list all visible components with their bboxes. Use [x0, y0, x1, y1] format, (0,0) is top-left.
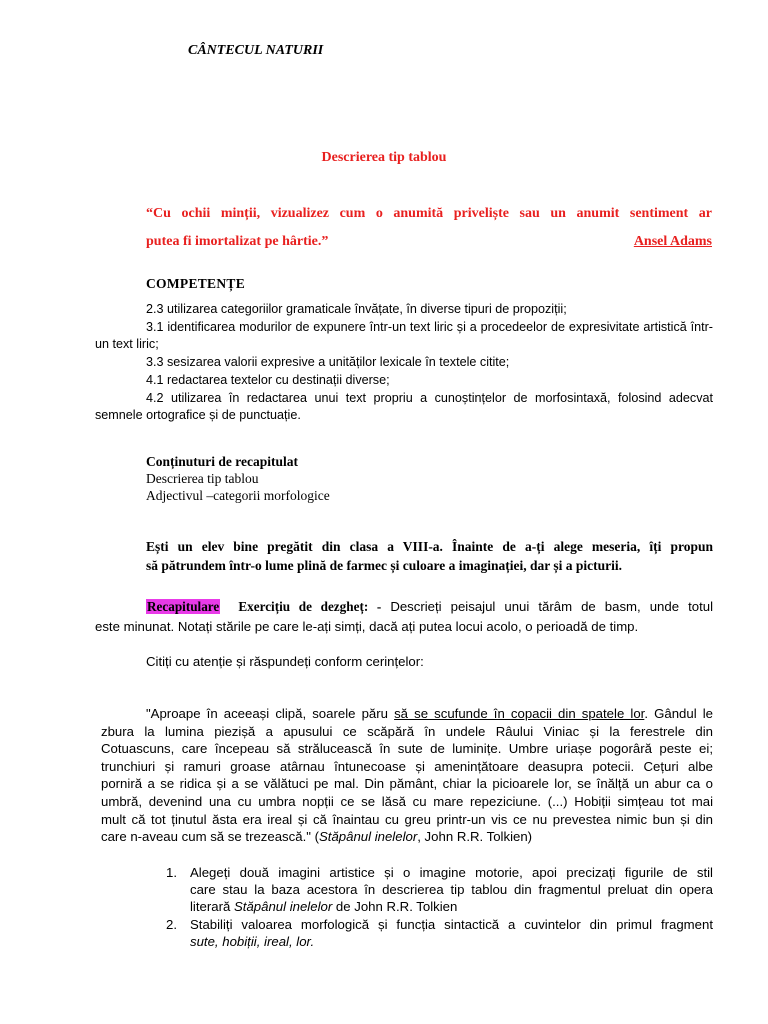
- recap-tag: Recapitulare: [147, 599, 220, 614]
- fragment-line: umbră, devenind una cu umbra nopții ce se lăsă cu mare repeziciune. (...) Hobiții simțeau tot mai: [101, 793, 713, 809]
- fragment-line: zbura la lumina piezișă a apusului ce scăpără în undele Râului Viniac și la ferestrele din: [101, 723, 713, 739]
- intro-paragraph: [146, 537, 713, 575]
- quote-line-2-text: putea fi imortalizat pe hârtie.”: [146, 234, 329, 249]
- fragment-line: porniră a se ridica și a se vălătuci pe mal. Din pământ, chiar la picioarele lor, se înălță un abur ca o: [101, 776, 713, 792]
- recap-exercise: [95, 597, 713, 637]
- task-line: Stabiliți valoarea morfologică și funcția sintactică a cuvintelor din primul fragment: [190, 916, 713, 932]
- quote-line-2: [146, 228, 712, 256]
- intro-line-1: Ești un elev bine pregătit din clasa a VIII-a. Înainte de a-ți alege meseria, îți propun: [146, 539, 713, 554]
- fragment-book-title: Stăpânul inelelor: [318, 829, 418, 845]
- fragment-line: [101, 705, 713, 723]
- fragment-line: trunchiuri și ramuri groase atârnau întunecoase și amenințătoare deasupra potecii. Cețuri albe: [101, 758, 713, 774]
- fragment-underlined: să se scufunde în copacii din spatele lor: [394, 706, 645, 721]
- competency-item: 4.2 utilizarea în redactarea unui text propriu a cunoștințelor de morfosintaxă, folosind adecvat semnele ortografice și de punctuație.: [95, 390, 713, 423]
- task-line: care stau la baza acestora în descrierea tip tablou din fragmentul preluat din opera: [190, 882, 713, 898]
- task-line: [190, 898, 713, 915]
- contents-item: Descrierea tip tablou: [146, 471, 259, 486]
- competency-item: 3.1 identificarea modurilor de expunere într-un text liric și a procedeelor de expresivitate artistică într-un text liric;: [95, 319, 713, 352]
- task-item: [166, 916, 713, 950]
- contents-item: Adjectivul –categorii morfologice: [146, 488, 330, 503]
- intro-line-2: să pătrundem într-o lume plină de farmec și culoare a imaginației, dar și a picturii.: [146, 558, 622, 573]
- task-text: literară: [190, 899, 234, 915]
- competency-item: 4.1 redactarea textelor cu destinații diverse;: [146, 372, 390, 387]
- task-list: [166, 864, 713, 950]
- task-text: de John R.R. Tolkien: [332, 899, 458, 915]
- recap-line-2: este minunat. Notați stările pe care le-ați simți, dacă ați putea locui acolo, o perioadă de timp.: [95, 619, 639, 634]
- text-fragment: [101, 705, 713, 846]
- quote-author: Ansel Adams: [633, 234, 712, 249]
- contents-block: [146, 453, 330, 504]
- contents-heading: Conținuturi de recapitulat: [146, 454, 299, 469]
- task-line: sute, hobiții, ireal, lor.: [190, 933, 315, 949]
- competencies-heading: COMPETENȚE: [146, 276, 246, 291]
- epigraph-quote: [146, 200, 712, 256]
- task-number: 1.: [166, 865, 177, 880]
- task-book-title: Stăpânul inelelor: [233, 899, 333, 915]
- fragment-text: , John R.R. Tolkien): [417, 829, 533, 845]
- reading-instruction: Citiți cu atenție și răspundeți conform cerințelor:: [146, 654, 424, 669]
- fragment-line: mult că tot ținutul ăsta era ireal și că înaintau cu greu printr-un vis ce nu prevestea nimic bun și din: [101, 811, 713, 827]
- fragment-text: "Aproape în aceeași clipă, soarele păru: [146, 706, 395, 721]
- competency-item: 3.3 sesizarea valorii expresive a unităților lexicale în textele citite;: [146, 355, 510, 370]
- fragment-text: . Gândul le: [644, 706, 713, 721]
- fragment-line: Cotuascuns, care începeau să strălucească în sute de luminițe. Umbre uriașe pogorâră peste ei;: [101, 741, 713, 757]
- competencies-list: [95, 301, 713, 425]
- task-item: [166, 864, 713, 916]
- fragment-text: care n-aveau cum să se trezească." (: [101, 829, 319, 845]
- competency-item: 2.3 utilizarea categoriilor gramaticale învățate, în diverse tipuri de propoziții;: [146, 302, 567, 316]
- exercise-label: Exercițiu de dezgheț: -: [238, 599, 382, 614]
- exercise-text: Descrieți peisajul unui tărâm de basm, unde totul: [390, 599, 714, 614]
- recap-line-1: [95, 597, 713, 617]
- fragment-line: [101, 828, 713, 846]
- task-line: Alegeți două imagini artistice și o imagine motorie, apoi precizați figurile de stil: [190, 865, 713, 880]
- quote-line-1: “Cu ochii minții, vizualizez cum o anumită priveliște sau un anumit sentiment ar: [146, 206, 712, 221]
- section-subtitle: Descrierea tip tablou: [321, 150, 447, 165]
- task-number: 2.: [166, 916, 177, 932]
- document-title: CÂNTECUL NATURII: [188, 43, 324, 58]
